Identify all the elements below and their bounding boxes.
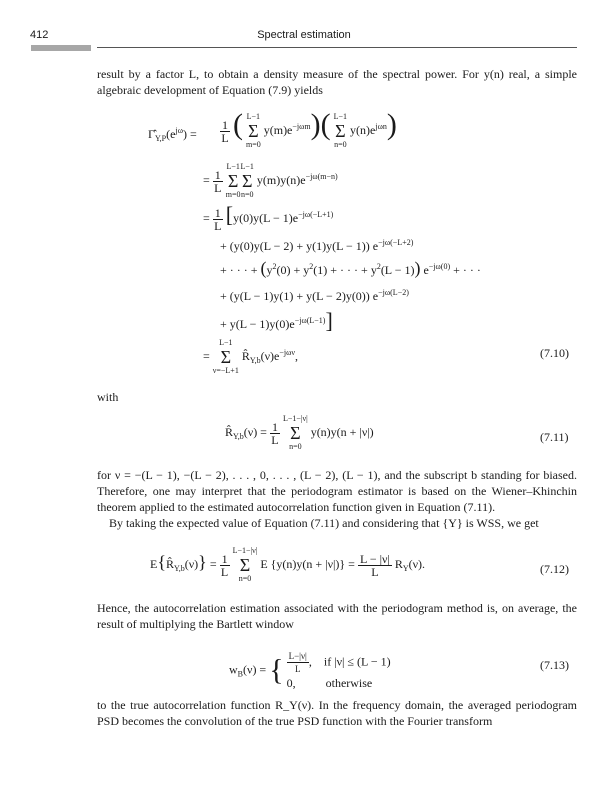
header-rule	[97, 47, 577, 48]
paragraph-intro: result by a factor L, to obtain a density measure of the spectral power. For y(n) real, a simple algebraic development of Equation (7.9) yields	[97, 67, 577, 97]
eq-7-10-line3: = $\frac{1}{L}$ [$y(0)y(L - 1)e^{-j\omega(-L+1)}$	[203, 202, 334, 233]
eq-7-13-body: $w_B(\nu)$ = { $\frac{L-|\nu|}{L}$ , if |ν| ≤ (L − 1) 0, otherwise	[229, 651, 391, 690]
eq-7-11-number: (7.11)	[540, 430, 569, 444]
paragraph-expected-value: By taking the expected value of Equation (7.11) and considering that {Y} is WSS, we get	[109, 516, 539, 530]
eq-7-11-body: $R̂_{Y,b}(\nu)$ = $\frac{1}{L}$ L−1−|ν| Σ n=0 y(n)y(n + |ν|)	[225, 414, 374, 451]
eq-7-10-line5: + · · · + ($y^2(0) + y^2(1)$ + · · · + $y^2(L - 1)$) $e^{-j\omega(0)}$ + · · ·	[220, 258, 481, 278]
eq-7-10-number: (7.10)	[540, 346, 569, 360]
eq-7-10-line6: + (y(L − 1)y(1) + y(L − 2)y(0)) $e^{-j\omega(L-2)}$	[220, 288, 409, 303]
eq-7-12-body: $E\{R̂_{Y,b}(\nu)\}$ = $\frac{1}{L}$ L−1−|ν| Σ n=0 E {y(n)y(n + |ν|)} = $\frac{L - |\nu|}{L}$ $R_Y(\nu)$.	[150, 546, 426, 583]
paragraph-frequency-domain: to the true autocorrelation function R_Y(ν). In the frequency domain, the averaged periodogram PSD becomes the convolution of the true PSD function with the Fourier transform	[97, 698, 577, 728]
header-tab-marker	[31, 45, 91, 51]
eq-7-10-line1: $\frac{1}{L}$ ( L−1 Σ m=0 $y(m)e^{-j\omega m}$)( L−1 Σ n=0 $y(n)e^{j\omega n}$)	[221, 108, 397, 150]
eq-7-12-number: (7.12)	[540, 562, 569, 576]
running-header-title: Spectral estimation	[257, 29, 351, 41]
eq-7-10-line7: + $y(L - 1)y(0)e^{-j\omega(L-1)}$]	[220, 308, 333, 333]
paragraph-bartlett: Hence, the autocorrelation estimation associated with the periodogram method is, on average, the result of multiplying the Bartlett window	[97, 601, 577, 631]
eq-7-13-number: (7.13)	[540, 658, 569, 672]
eq-7-10-line8: = L−1 Σ ν=−L+1 $R̂_{Y,b}(\nu)e^{-j\omega\nu}$,	[203, 338, 298, 375]
eq-7-10-line2: = $\frac{1}{L}$ L−1 Σ m=0 L−1 Σ n=0 $y(m)y(n)e^{-j\omega(m-n)}$	[203, 162, 338, 199]
page-number: 412	[30, 29, 49, 41]
text-with: with	[97, 390, 119, 404]
eq-7-10-lhs: $\Gammâ_{Y,P}(e^{j\omega})$ =	[148, 126, 197, 143]
eq-7-10-line4: + (y(0)y(L − 2) + y(1)y(L − 1)) $e^{-j\omega(-L+2)}$	[220, 238, 414, 253]
paragraph-biased: for ν = −(L − 1), −(L − 2), . . . , 0, . . . , (L − 2), (L − 1), and the subscript b standing for biased. Therefore, one may interpret that the periodogram estimator is based on the Wiener–Khinchin theorem applied to the estimated autocorrelation function given in Equation (7.11).	[97, 468, 577, 514]
